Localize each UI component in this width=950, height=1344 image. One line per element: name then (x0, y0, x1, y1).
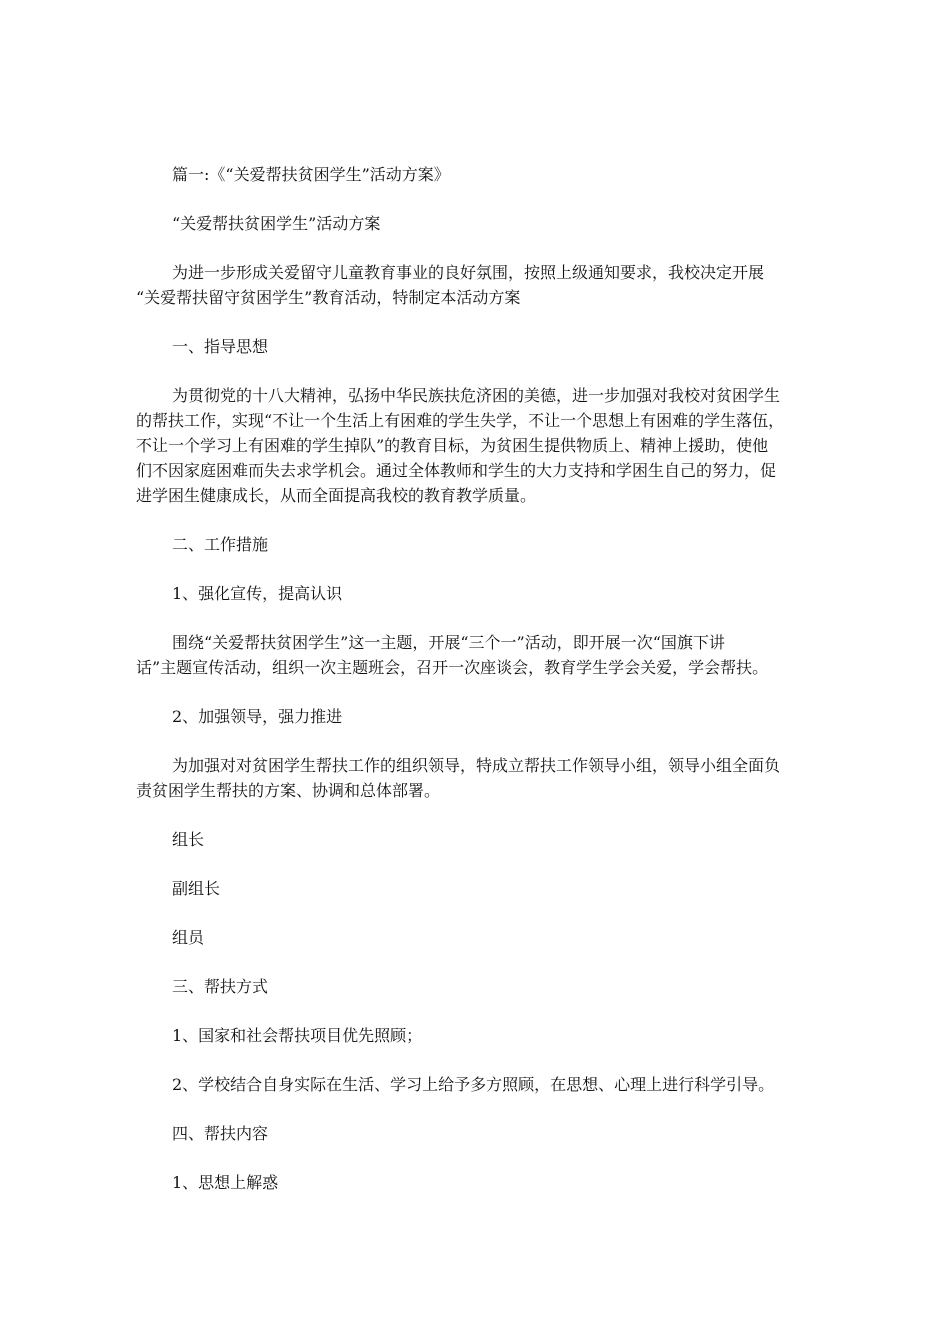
subsection-heading: 1、强化宣传，提高认识 (172, 584, 343, 603)
member-label: 组员 (172, 928, 205, 947)
vice-leader-label: 副组长 (172, 879, 221, 898)
leader-label: 组长 (172, 830, 205, 849)
paragraph-line: 话”主题宣传活动，组织一次主题班会，召开一次座谈会，教育学生学会关爱，学会帮扶。 (136, 658, 769, 677)
method-item: 1、国家和社会帮扶项目优先照顾； (172, 1026, 423, 1045)
intro-paragraph (136, 260, 826, 310)
guiding-ideology-paragraph (136, 383, 826, 508)
intro-line: 为进一步形成关爱留守儿童教育事业的良好氛围，按照上级通知要求，我校决定开展 (172, 263, 765, 282)
publicity-paragraph (136, 630, 826, 680)
paragraph-line: 为加强对对贫困学生帮扶工作的组织领导，特成立帮扶工作领导小组，领导小组全面负 (172, 756, 781, 775)
document-subtitle: “关爱帮扶贫困学生”活动方案 (172, 214, 381, 233)
paragraph-line: 为贯彻党的十八大精神，弘扬中华民族扶危济困的美德，进一步加强对我校对贫困学生 (172, 386, 781, 405)
paragraph-line: 围绕“关爱帮扶贫困学生”这一主题，开展“三个一”活动，即开展一次“国旗下讲 (172, 633, 725, 652)
subsection-heading: 2、加强领导，强力推进 (172, 707, 343, 726)
leadership-paragraph (136, 753, 826, 803)
method-item: 2、学校结合自身实际在生活、学习上给予多方照顾，在思想、心理上进行科学引导。 (172, 1075, 775, 1094)
document-title: 篇一:《“关爱帮扶贫困学生”活动方案》 (172, 165, 450, 184)
paragraph-line: 的帮扶工作，实现“不让一个生活上有困难的学生失学，不让一个思想上有困难的学生落伍， (136, 411, 785, 430)
intro-line: “关爱帮扶留守贫困学生”教育活动，特制定本活动方案 (136, 288, 521, 307)
document-page (136, 162, 826, 1195)
content-item: 1、思想上解惑 (172, 1173, 279, 1192)
paragraph-line: 不让一个学习上有困难的学生掉队”的教育目标，为贫困生提供物质上、精神上援助，使他 (136, 436, 769, 455)
section-heading: 一、指导思想 (172, 337, 269, 356)
paragraph-line: 们不因家庭困难而失去求学机会。通过全体教师和学生的大力支持和学困生自己的努力，促 (136, 461, 777, 480)
section-heading: 四、帮扶内容 (172, 1124, 269, 1143)
paragraph-line: 进学困生健康成长，从而全面提高我校的教育教学质量。 (136, 486, 537, 505)
section-heading: 二、工作措施 (172, 535, 269, 554)
paragraph-line: 责贫困学生帮扶的方案、协调和总体部署。 (136, 781, 441, 800)
section-heading: 三、帮扶方式 (172, 977, 269, 996)
